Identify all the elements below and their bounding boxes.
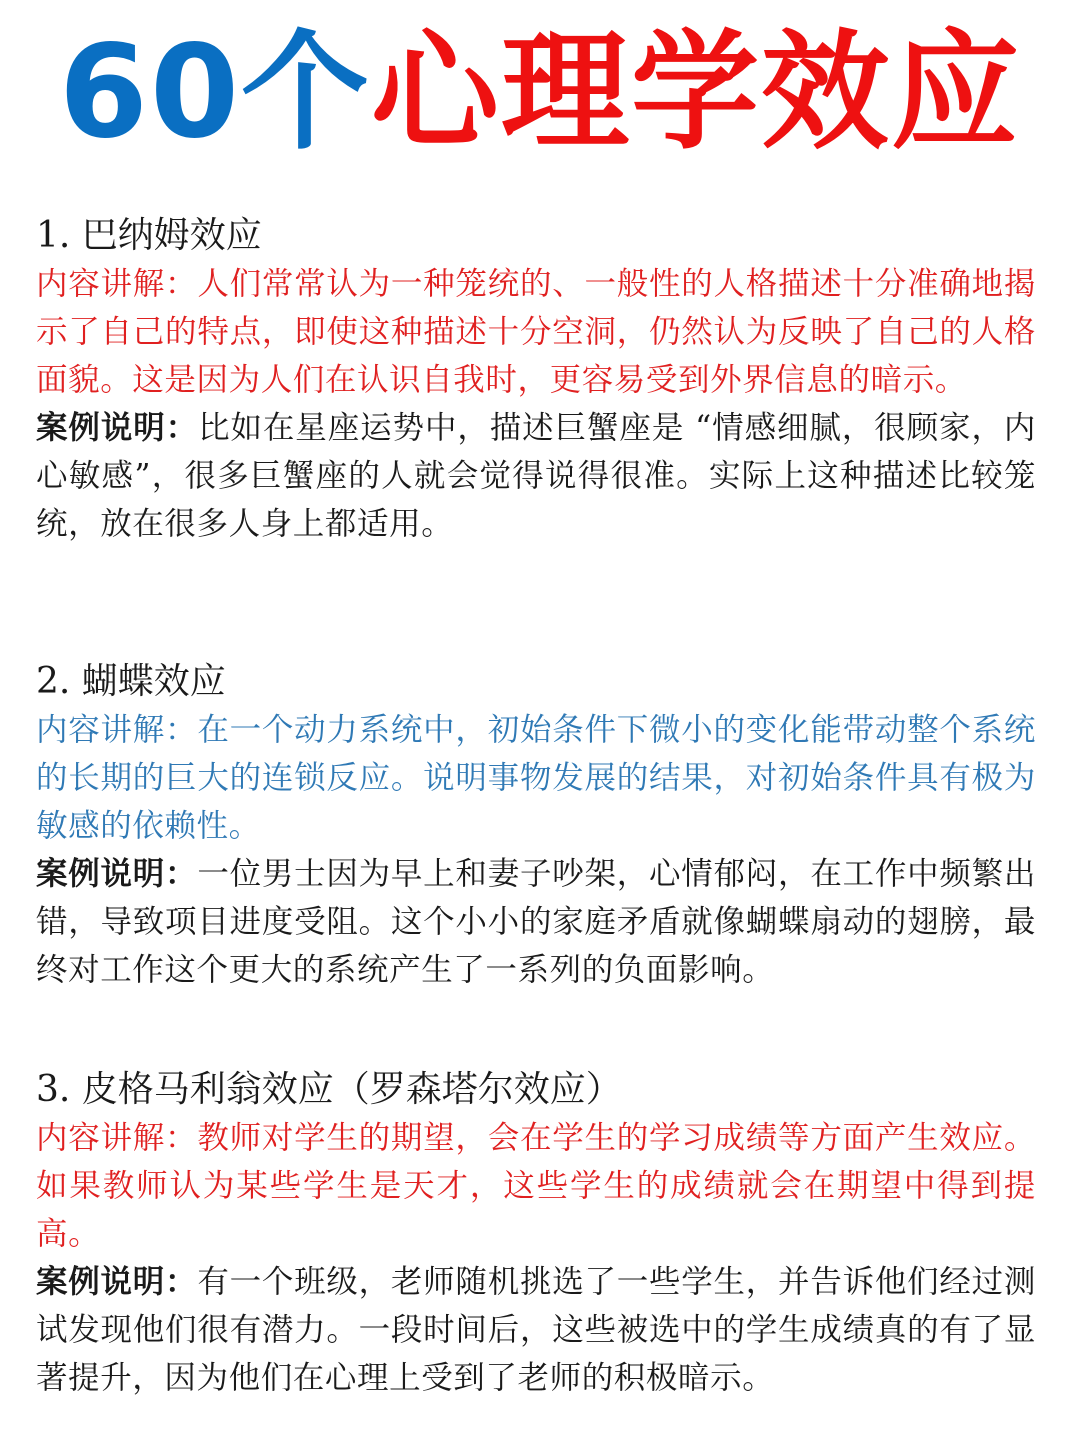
effect-section-1	[36, 212, 1036, 548]
case-text: 比如在星座运势中，描述巨蟹座是 “情感细腻，很顾家，内心敏感”，很多巨蟹座的人就会觉得说得很准。实际上这种描述比较笼统，放在很多人身上都适用。	[36, 410, 1036, 542]
case-text: 一位男士因为早上和妻子吵架，心情郁闷，在工作中频繁出错，导致项目进度受阻。这个小小的家庭矛盾就像蝴蝶扇动的翅膀，最终对工作这个更大的系统产生了一系列的负面影响。	[36, 856, 1036, 988]
explain-text: 教师对学生的期望，会在学生的学习成绩等方面产生效应。如果教师认为某些学生是天才，这些学生的成绩就会在期望中得到提高。	[36, 1120, 1036, 1252]
effect-section-3	[36, 1066, 1036, 1402]
effect-heading: 3. 皮格马利翁效应（罗森塔尔效应）	[36, 1069, 622, 1110]
explain-label: 内容讲解：	[36, 712, 198, 748]
effect-section-2	[36, 658, 1036, 994]
explain-label: 内容讲解：	[36, 1120, 198, 1156]
effect-heading: 2. 蝴蝶效应	[36, 661, 226, 702]
effect-explanation	[36, 706, 1036, 850]
case-label: 案例说明：	[36, 1263, 198, 1300]
effect-case	[36, 404, 1036, 548]
effect-explanation	[36, 1114, 1036, 1258]
effect-explanation	[36, 260, 1036, 404]
case-text: 有一个班级，老师随机挑选了一些学生，并告诉他们经过测试发现他们很有潜力。一段时间后，这些被选中的学生成绩真的有了显著提升，因为他们在心理上受到了老师的积极暗示。	[36, 1264, 1036, 1396]
page-title	[0, 18, 1080, 168]
title-text: 心理学效应	[371, 18, 1022, 167]
title-number: 60个	[58, 18, 372, 167]
effect-heading: 1. 巴纳姆效应	[36, 215, 262, 256]
explain-label: 内容讲解：	[36, 266, 198, 302]
explain-text: 在一个动力系统中，初始条件下微小的变化能带动整个系统的长期的巨大的连锁反应。说明事物发展的结果，对初始条件具有极为敏感的依赖性。	[36, 712, 1036, 844]
case-label: 案例说明：	[36, 409, 199, 446]
effect-case	[36, 850, 1036, 994]
effect-case	[36, 1258, 1036, 1402]
case-label: 案例说明：	[36, 855, 198, 892]
explain-text: 人们常常认为一种笼统的、一般性的人格描述十分准确地揭示了自己的特点，即使这种描述十分空洞，仍然认为反映了自己的人格面貌。这是因为人们在认识自我时，更容易受到外界信息的暗示。	[36, 266, 1036, 398]
